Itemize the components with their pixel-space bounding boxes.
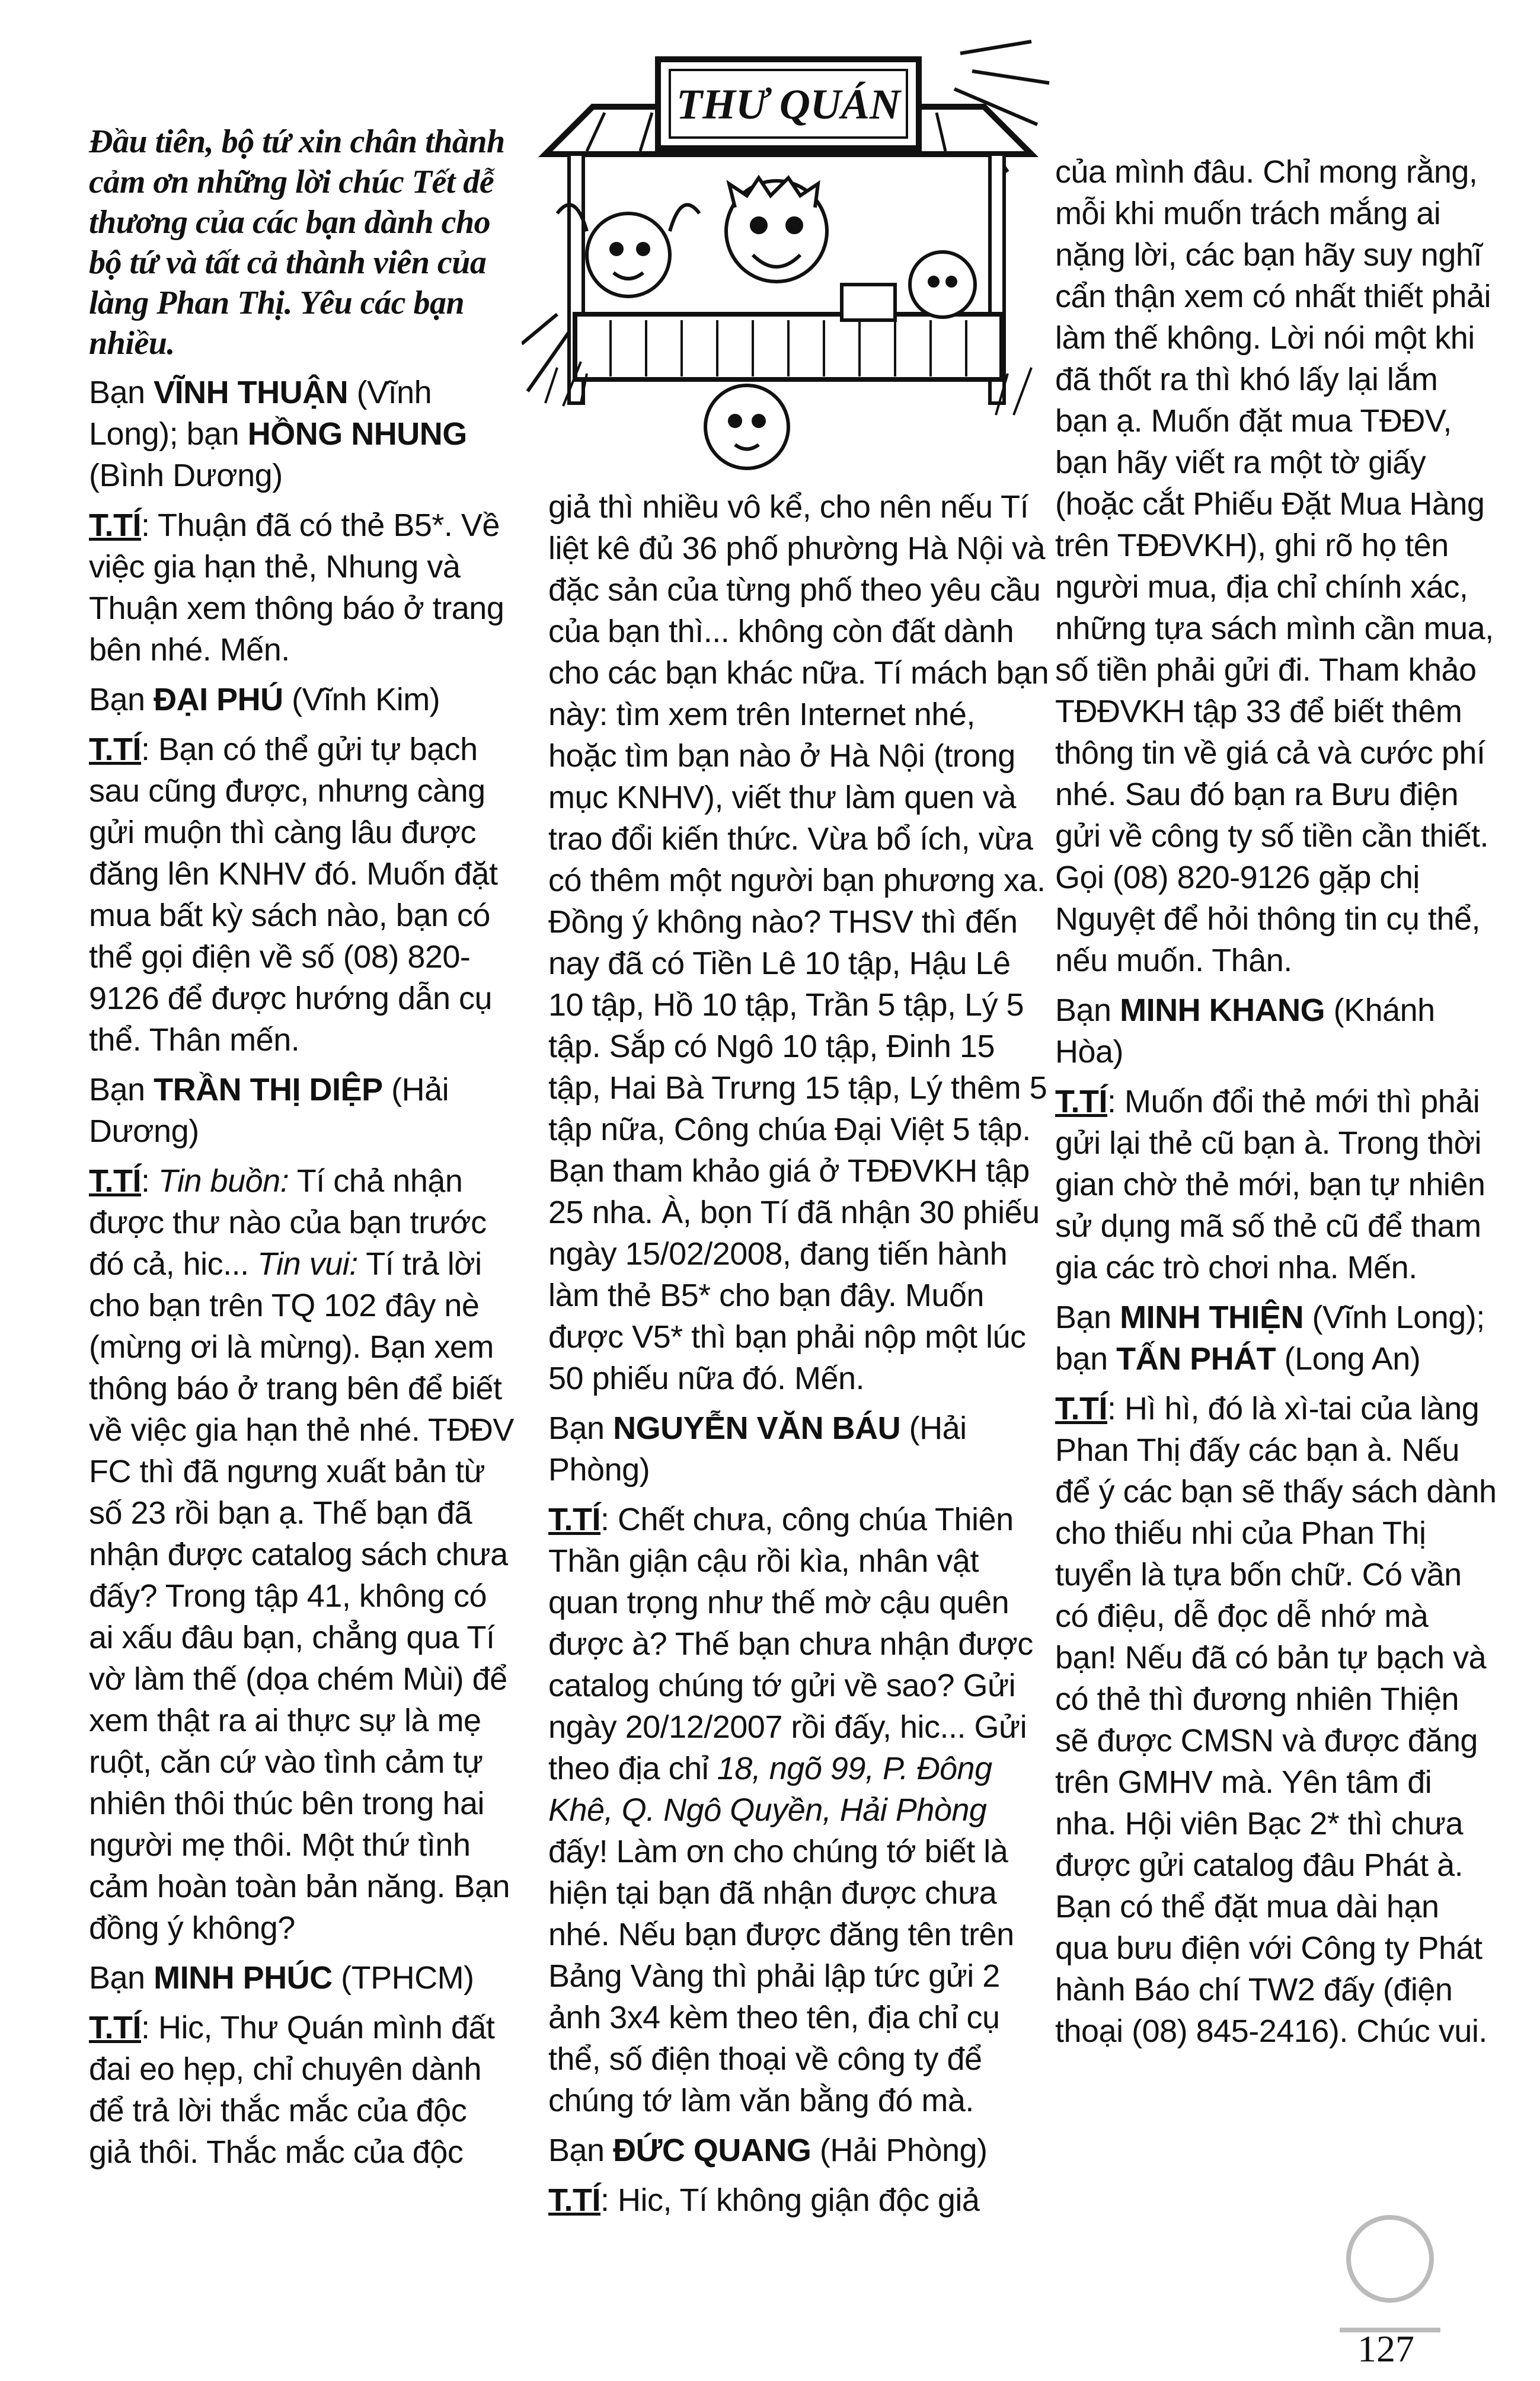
column-middle [548,486,1049,2229]
reader-entry-nguyen-van-bau [548,1407,1049,1490]
reply-text: : Chết chưa, công chúa Thiên Thần giận cậu rồi kìa, nhân vật quan trọng như thế mờ cậu quên được à? Thế bạn chưa nhận được catalog chúng tớ gửi về sao? Gửi ngày 20/12/2007 rồi đấy, hic... Gửi theo địa chỉ [548,1502,1033,1786]
reply-colon: : [141,1163,159,1199]
reply-text: : Muốn đổi thẻ mới thì phải gửi lại thẻ cũ bạn à. Trong thời gian chờ thẻ mới, bạn tự nhiên sử dụng mã số thẻ cũ để tham gia các trò chơi nha. Mến. [1055,1084,1485,1285]
column-left [89,122,516,2181]
reply-label: T.TÍ [548,2182,600,2218]
entry-location: (Hải Phòng) [811,2133,988,2168]
entry-location: (Long An) [1276,1341,1421,1377]
reply-text: Tí trả lời cho bạn trên TQ 102 đây nè (mừng ơi là mừng). Bạn xem thông báo ở trang bên để biết về việc gia hạn thẻ nhé. TĐĐV FC thì đã ngưng xuất bản từ số 23 rồi bạn ạ. Thế bạn đã nhận được catalog sách chưa đấy? Trong tập 41, không có ai xấu đâu bạn, chẳng qua Tí vờ làm thế (dọa chém Mùi) để xem thật ra ai thực sự là mẹ ruột, căn cứ vào tình cảm tự nhiên thôi thúc bên trong hai người mẹ thôi. Một thứ tình cảm hoàn toàn bản năng. Bạn đồng ý không? [89,1246,514,1946]
reply-minh-khang [1055,1081,1497,1288]
reader-name: NGUYỄN VĂN BÁU [613,1410,901,1446]
reply-minh-thien [1055,1388,1497,2052]
entry-location: (Khánh Hòa) [1055,992,1435,1070]
good-news-label: Tin vui: [257,1246,358,1282]
reader-entry-minh-phuc [89,1957,516,1999]
reader-entry-tran-thi-diep [89,1069,516,1152]
entry-prefix: Bạn [89,1072,154,1107]
mailing-address: 18, ngõ 99, P. Đông Khê, Q. Ngô Quyền, Hải Phòng [548,1751,992,1828]
reader-name: TRẦN THỊ DIỆP [154,1072,383,1107]
entry-location: (Bình Dương) [89,458,283,493]
entry-prefix: Bạn [89,1960,154,1996]
reply-label: T.TÍ [89,2010,141,2045]
reply-label: T.TÍ [89,1163,141,1199]
sign-text: THƯ QUÁN [676,81,900,128]
reader-entry-duc-quang [548,2130,1049,2171]
reader-name: VĨNH THUẬN [154,375,349,410]
reply-text: : Bạn có thể gửi tự bạch sau cũng được, nhưng càng gửi muộn thì càng lâu được đăng lên KNHV đó. Muốn đặt mua bất kỳ sách nào, bạn có thể gọi điện về số (08) 820-9126 để được hướng dẫn cụ thể. Thân mến. [89,732,498,1058]
reply-vinh-thuan [89,505,516,671]
intro-paragraph: Đầu tiên, bộ tứ xin chân thành cảm ơn những lời chúc Tết dễ thương của các bạn dành cho bộ tứ và tất cả thành viên của làng Phan Thị. Yêu các bạn nhiều. [89,123,505,362]
reply-label: T.TÍ [548,1502,600,1537]
reply-duc-quang [548,2179,1049,2221]
entry-prefix: Bạn [548,2133,614,2168]
reader-name: MINH KHANG [1120,992,1325,1028]
entry-prefix: Bạn [89,682,154,717]
entry-prefix: Bạn [89,375,154,410]
entry-location: (Hải Phòng) [548,1410,967,1488]
entry-prefix: Bạn [548,1410,614,1446]
reply-text: : Hì hì, đó là xì-tai của làng Phan Thị đấy các bạn à. Nếu để ý các bạn sẽ thấy sách dành cho thiếu nhi của Phan Thị tuyển là tựa bốn chữ. Có vần có điệu, dễ đọc dễ nhớ mà bạn! Nếu đã có bản tự bạch và có thẻ thì đương nhiên Thiện sẽ được CMSN và được đăng trên GMHV mà. Yên tâm đi nha. Hội viên Bạc 2* thì chưa được gửi catalog đâu Phát à. Bạn có thể đặt mua dài hạn qua bưu điện với Công ty Phát hành Báo chí TW2 đấy (điện thoại (08) 845-2416). Chúc vui. [1055,1391,1497,2049]
reply-minh-phuc [89,2007,516,2173]
reader-entry-dai-phu [89,679,516,720]
reader-name: TẤN PHÁT [1116,1341,1276,1377]
page-number: 127 [1357,2328,1414,2370]
reply-label: T.TÍ [1055,1391,1107,1426]
reader-name: MINH THIỆN [1120,1300,1304,1335]
bad-news-label: Tin buồn: [158,1163,289,1199]
entry-location: (Vĩnh Long); bạn [1055,1300,1485,1377]
reader-name: ĐỨC QUANG [613,2133,811,2168]
reader-entry-minh-khang [1055,990,1497,1073]
reply-dai-phu [89,729,516,1061]
reader-name: MINH PHÚC [154,1960,333,1996]
thu-quan-illustration [522,36,1055,492]
reply-text: : Hic, Thư Quán mình đất đai eo hẹp, chỉ chuyên dành để trả lời thắc mắc của độc giả thôi. Thắc mắc của độc [89,2010,495,2170]
reply-continuation: của mình đâu. Chỉ mong rằng, mỗi khi muốn trách mắng ai nặng lời, các bạn hãy suy nghĩ cẩn thận xem có nhất thiết phải làm thế không. Lời nói một khi đã thốt ra thì khó lấy lại lắm bạn ạ. Muốn đặt mua TĐĐV, bạn hãy viết ra một tờ giấy (hoặc cắt Phiếu Đặt Mua Hàng trên TĐĐVKH), ghi rõ họ tên người mua, địa chỉ chính xác, những tựa sách mình cần mua, số tiền phải gửi đi. Tham khảo TĐĐVKH tập 33 để biết thêm thông tin về giá cả và cước phí nhé. Sau đó bạn ra Bưu điện gửi về công ty số tiền cần thiết. Gọi (08) 820-9126 gặp chị Nguyệt để hỏi thông tin cụ thể, nếu muốn. Thân. [1055,154,1494,978]
reply-continuation: giả thì nhiều vô kể, cho nên nếu Tí liệt kê đủ 36 phố phường Hà Nội và đặc sản của từng phố theo yêu cầu của bạn thì... không còn đất dành cho các bạn khác nữa. Tí mách bạn này: tìm xem trên Internet nhé, hoặc tìm bạn nào ở Hà Nội (trong mục KNHV), viết thư làm quen và trao đổi kiến thức. Vừa bổ ích, vừa có thêm một người bạn phương xa. Đồng ý không nào? THSV thì đến nay đã có Tiền Lê 10 tập, Hậu Lê 10 tập, Hồ 10 tập, Trần 5 tập, Lý 5 tập. Sắp có Ngô 10 tập, Đinh 15 tập, Hai Bà Trưng 15 tập, Lý thêm 5 tập nữa, Công chúa Đại Việt 5 tập. Bạn tham khảo giá ở TĐĐVKH tập 25 nha. À, bọn Tí đã nhận 30 phiếu ngày 15/02/2008, đang tiến hành làm thẻ B5* cho bạn đây. Muốn được V5* thì bạn phải nộp một lúc 50 phiếu nữa đó. Mến. [548,489,1049,1396]
reply-text: : Hic, Tí không giận độc giả [600,2182,980,2218]
reply-label: T.TÍ [89,508,141,543]
entry-prefix: Bạn [1055,1300,1120,1335]
entry-prefix: Bạn [1055,992,1120,1028]
reader-name: ĐẠI PHÚ [154,682,283,717]
column-right [1055,151,1497,2060]
reader-entry-minh-thien [1055,1297,1497,1380]
reply-nguyen-van-bau [548,1499,1049,2121]
reply-tran-thi-diep [89,1160,516,1949]
reader-entry-vinh-thuan [89,372,516,496]
reply-text: đấy! Làm ơn cho chúng tớ biết là hiện tại bạn đã nhận được chưa nhé. Nếu bạn được đăng tên trên Bảng Vàng thì phải lập tức gửi 2 ảnh 3x4 kèm theo tên, địa chỉ cụ thể, số điện thoại về công ty để chúng tớ làm văn bằng đó mà. [548,1834,1014,2118]
reply-text: Tí chả nhận được thư nào của bạn trước đó cả, hic... [89,1163,487,1282]
reply-label: T.TÍ [89,732,141,767]
reader-name: HỒNG NHUNG [247,416,467,452]
reply-label: T.TÍ [1055,1084,1107,1119]
entry-location: (Vĩnh Long); bạn [89,375,432,452]
entry-location: (TPHCM) [332,1960,474,1996]
reply-text: : Thuận đã có thẻ B5*. Về việc gia hạn thẻ, Nhung và Thuận xem thông báo ở trang bên nhé. Mến. [89,508,504,668]
entry-location: (Vĩnh Kim) [283,682,440,717]
entry-location: (Hải Dương) [89,1072,449,1149]
